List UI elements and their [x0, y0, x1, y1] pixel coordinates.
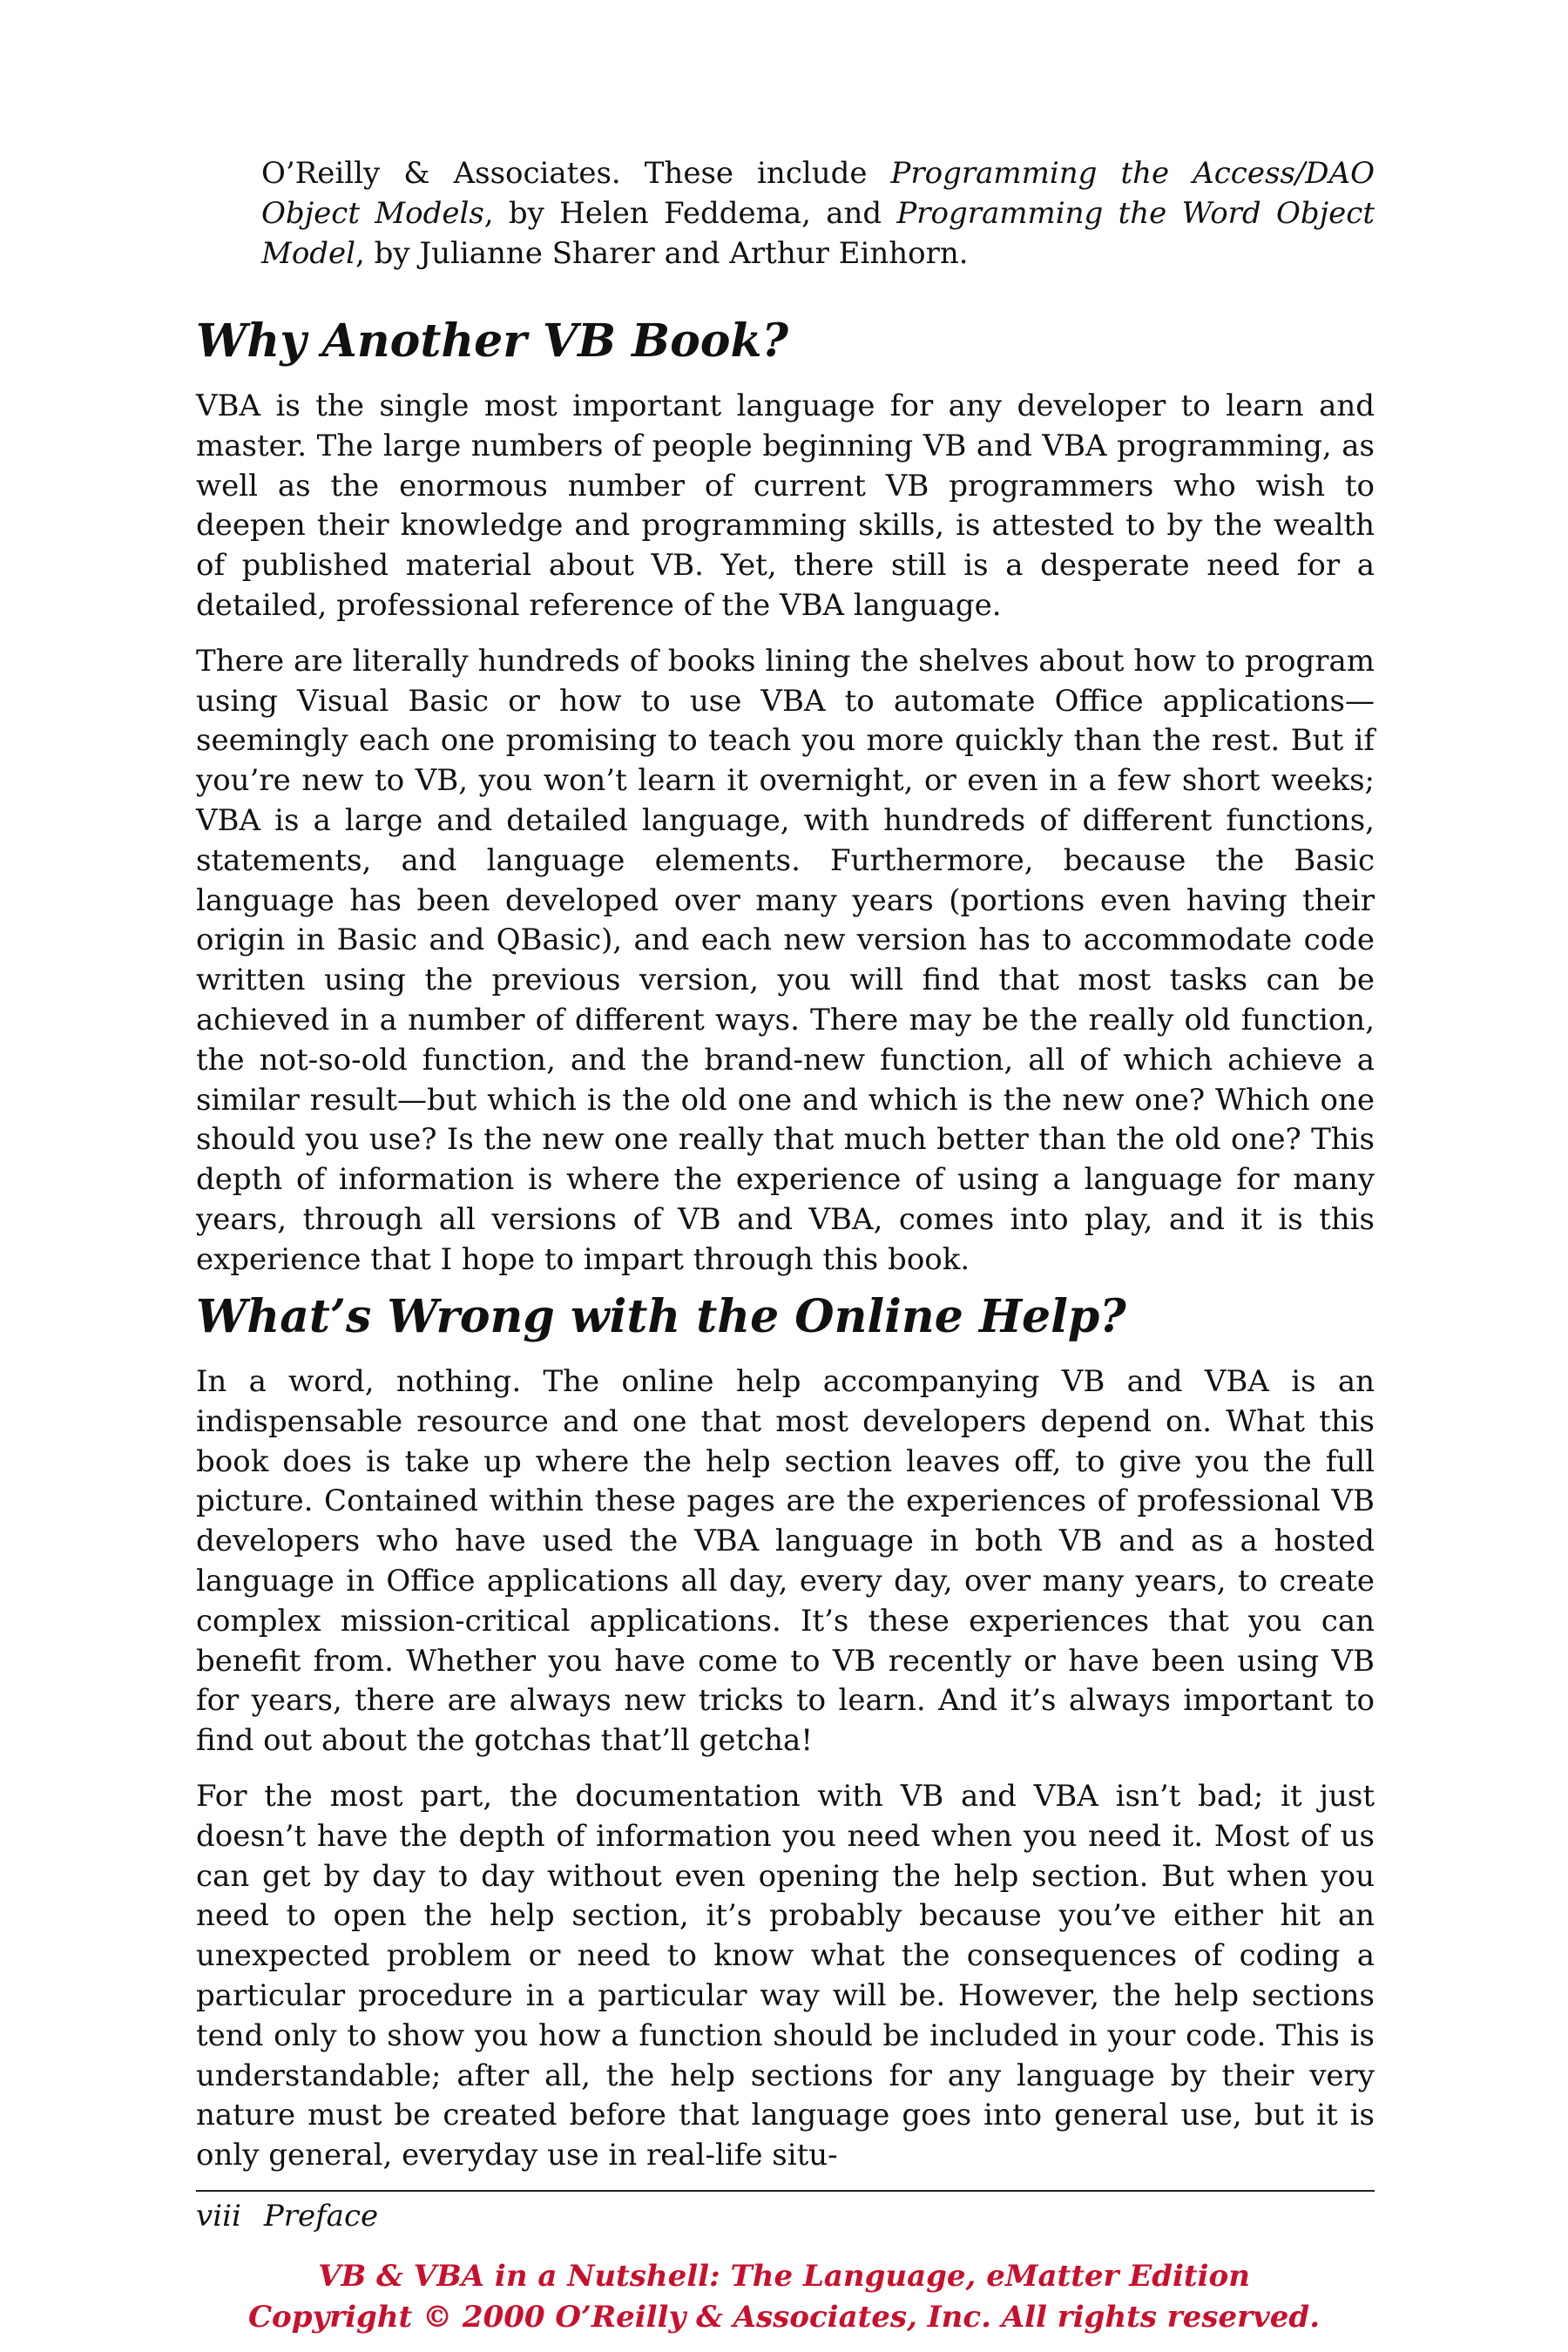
book-title-word-object-model: Programming the Word Object Model: [261, 196, 1375, 271]
section-heading: What’s Wrong with the Online Help?: [196, 1290, 1126, 1343]
book-title-access-dao: Programming the Access/DAO Object Models: [261, 156, 1375, 231]
section-heading: Why Another VB Book?: [196, 314, 788, 368]
section-whats-wrong-with-online-help: [196, 1289, 1375, 2192]
intro-fragment-paragraph: [261, 153, 1375, 274]
footer-section-name: Preface: [263, 2199, 379, 2234]
intro-text-end: , by Julianne Sharer and Arthur Einhorn.: [355, 236, 969, 271]
body-paragraph: VBA is the single most important language for any developer to learn and master. The large numbers of people beginning VB and VBA programming, as well as the enormous number of current VB programmers who wish to deepen their knowledge and programming skills, is attested to by the wealth of published material about VB. Yet, there still is a desperate need for a detailed, professional reference of the VBA language.: [196, 389, 1375, 623]
intro-text-start: O’Reilly & Associates. These include: [261, 156, 891, 191]
body-paragraph: For the most part, the documentation with VB and VBA isn’t bad; it just doesn’t have the depth of information you need when you need it. Most of us can get by day to day without even opening the help section. But when you need to open the help section, it’s probably because you’ve either hit an unexpected problem or need to know what the consequences of coding a particular procedure in a particular way will be. However, the help sections tend only to show you how a function should be included in your code. This is understandable; after all, the help sections for any language by their very nature must be created before that language goes into general use, but it is only general, everyday use in real-life situ-: [196, 1778, 1375, 2173]
body-paragraph: In a word, nothing. The online help accompanying VB and VBA is an indispensable resource and one that most developers depend on. What this book does is take up where the help section leaves off, to give you the full picture. Contained within these pages are the experiences of professional VB developers who have used the VBA language in both VB and as a hosted language in Office applications all day, every day, over many years, to create complex mission-critical applications. It’s these experiences that you can benefit from. Whether you have come to VB recently or have been using VB for years, there are always new tricks to learn. And it’s always important to find out about the gotchas that’ll getcha!: [196, 1364, 1375, 1759]
page-number: viii: [196, 2199, 241, 2234]
running-footer: [196, 2197, 378, 2235]
ematter-edition-notice: VB & VBA in a Nutshell: The Language, eMatter Edition: [318, 2259, 1250, 2294]
section-why-another-vb-book: [196, 314, 1375, 1296]
copyright-notice: Copyright © 2000 O’Reilly & Associates, Inc. All rights reserved.: [247, 2300, 1321, 2335]
body-paragraph: There are literally hundreds of books lining the shelves about how to program using Visual Basic or how to use VBA to automate Office applications—seemingly each one promising to teach you more quickly than the rest. But if you’re new to VB, you won’t learn it overnight, or even in a few short weeks; VBA is a large and detailed language, with hundreds of different functions, statements, and language elements. Furthermore, because the Basic language has been developed over many years (portions even having their origin in Basic and QBasic), and each new version has to accommodate code written using the previous version, you will find that most tasks can be achieved in a number of different ways. There may be the really old function, the not-so-old function, and the brand-new function, all of which achieve a similar result—but which is the old one and which is the new one? Which one should you use? Is the new one really that much better than the old one? This depth of information is where the experience of using a language for many years, through all versions of VB and VBA, comes into play, and it is this experience that I hope to impart through this book.: [196, 643, 1375, 1277]
intro-text-middle: , by Helen Feddema, and: [483, 196, 897, 231]
footer-divider: [196, 2190, 1375, 2192]
